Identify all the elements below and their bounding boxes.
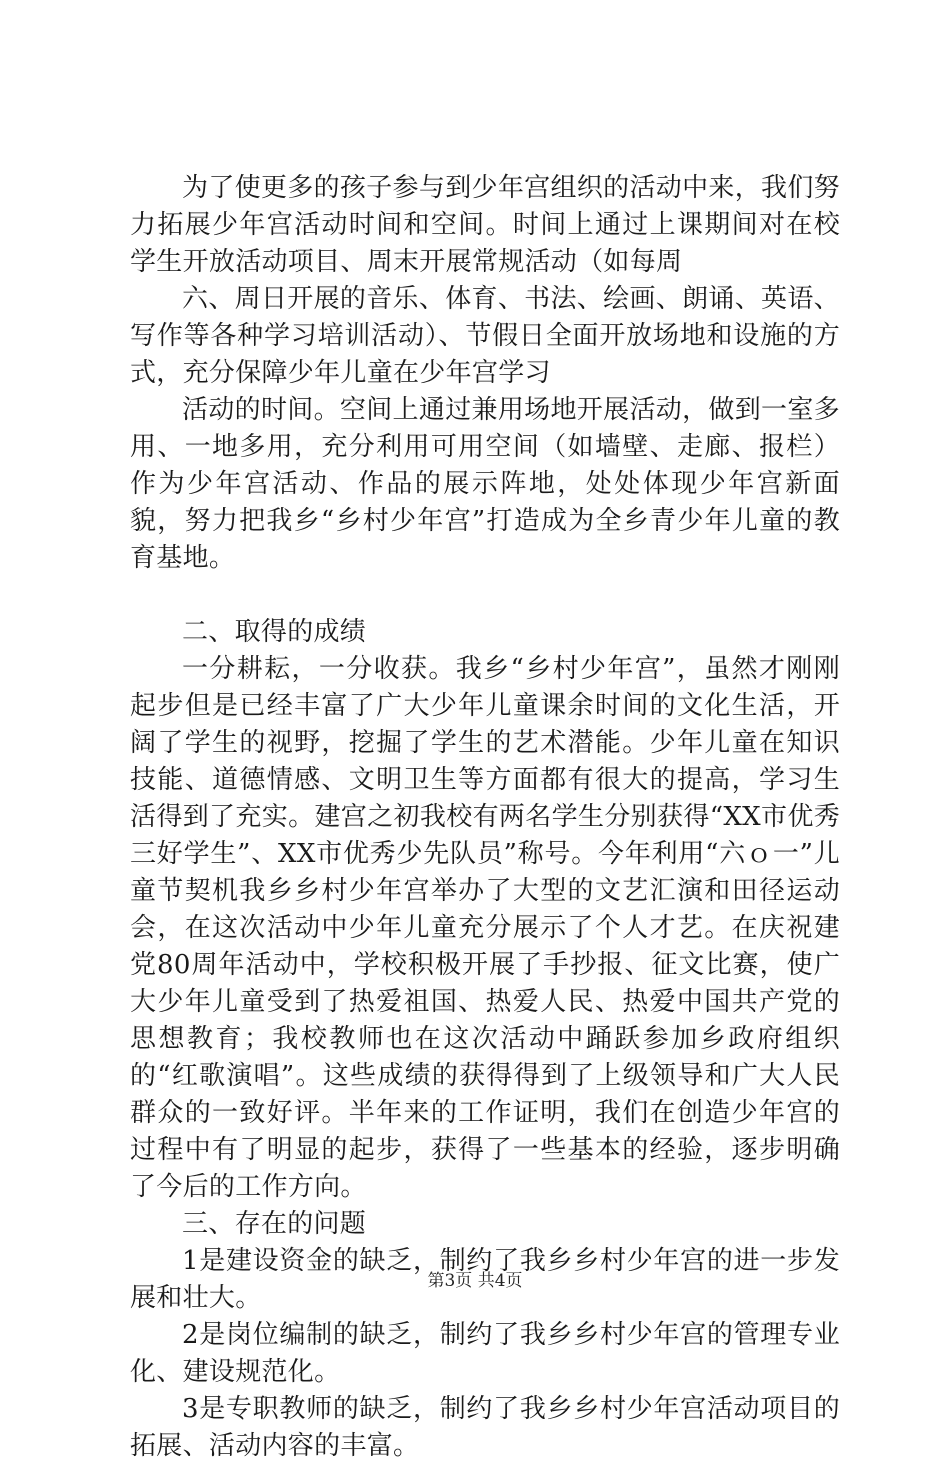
problem-item-teachers: 3是专职教师的缺乏，制约了我乡乡村少年宫活动项目的拓展、活动内容的丰富。: [130, 1394, 840, 1461]
paragraph-space-usage: 活动的时间。空间上通过兼用场地开展活动，做到一室多用、一地多用，充分利用可用空间（如墙壁、走廊、报栏）作为少年宫活动、作品的展示阵地，处处体现少年宫新面貌，努力把我乡“乡村少年宫”打造成为全乡青少年儿童的教育基地。: [130, 395, 840, 573]
paragraph-gap: [130, 577, 840, 614]
page-number-footer: 第3页 共4页: [427, 1271, 523, 1291]
section-heading-problems: 三、存在的问题: [182, 1209, 367, 1239]
paragraph-achievements: 一分耕耘，一分收获。我乡“乡村少年宫”，虽然才刚刚起步但是已经丰富了广大少年儿童课余时间的文化生活，开阔了学生的视野，挖掘了学生的艺术潜能。少年儿童在知识技能、道德情感、文明卫生等方面都有很大的提高，学习生活得到了充实。建宫之初我校有两名学生分别获得“XX市优秀三好学生”、XX市优秀少先队员”称号。今年利用“六ｏ一”儿童节契机我乡乡村少年宫举办了大型的文艺汇演和田径运动会，在这次活动中少年儿童充分展示了个人才艺。在庆祝建党80周年活动中，学校积极开展了手抄报、征文比赛，使广大少年儿童受到了热爱祖国、热爱人民、热爱中国共产党的思想教育；我校教师也在这次活动中踊跃参加乡政府组织的“红歌演唱”。这些成绩的获得得到了上级领导和广大人民群众的一致好评。半年来的工作证明，我们在创造少年宫的过程中有了明显的起步，获得了一些基本的经验，逐步明确了今后的工作方向。: [130, 654, 840, 1202]
section-heading-achievements: 二、取得的成绩: [182, 617, 367, 647]
paragraph-weekend-activities: 六、周日开展的音乐、体育、书法、绘画、朗诵、英语、写作等各种学习培训活动）、节假日全面开放场地和设施的方式，充分保障少年儿童在少年宫学习: [130, 284, 840, 388]
problem-item-funding: 1是建设资金的缺乏，制约了我乡乡村少年宫的进一步发展和壮大。: [130, 1246, 840, 1313]
paragraph-expand-time-space: 为了使更多的孩子参与到少年宫组织的活动中来，我们努力拓展少年宫活动时间和空间。时间上通过上课期间对在校学生开放活动项目、周末开展常规活动（如每周: [130, 173, 840, 277]
problem-item-staffing: 2是岗位编制的缺乏，制约了我乡乡村少年宫的管理专业化、建设规范化。: [130, 1320, 840, 1387]
